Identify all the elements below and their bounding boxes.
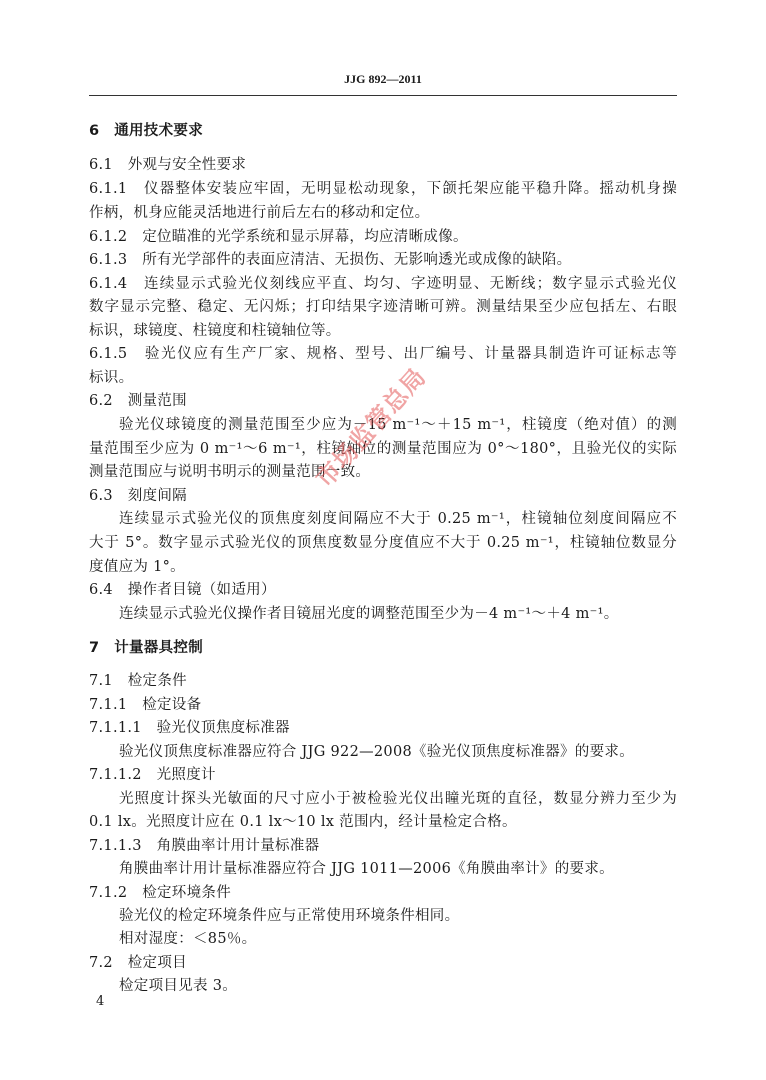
text-line: 连续显示式验光仪操作者目镜屈光度的调整范围至少为－4 m⁻¹～＋4 m⁻¹。 — [119, 606, 619, 622]
section-heading: 6 通用技术要求 — [89, 123, 203, 139]
text-line: 大于 5°。数字显示式验光仪的顶焦度数显分度值应不大于 0.25 m⁻¹，柱镜轴位数显分 — [89, 535, 677, 551]
text-line: 相对湿度：＜85％。 — [119, 931, 257, 947]
text-line: 标识。 — [89, 370, 134, 386]
text-line: 7.1.2 检定环境条件 — [89, 885, 231, 901]
text-line: 0.1 lx。光照度计应在 0.1 lx～10 lx 范围内，经计量检定合格。 — [89, 814, 517, 830]
text-line: 6.3 刻度间隔 — [89, 488, 187, 504]
text-line: 作柄，机身应能灵活地进行前后左右的移动和定位。 — [89, 205, 430, 221]
section-heading: 7 计量器具控制 — [89, 640, 203, 656]
text-line: 光照度计探头光敏面的尺寸应小于被检验光仪出瞳光斑的直径，数显分辨力至少为 — [119, 791, 677, 807]
text-line: 验光仪顶焦度标准器应符合 JJG 922—2008《验光仪顶焦度标准器》的要求。 — [119, 744, 635, 760]
text-line: 验光仪球镜度的测量范围至少应为－15 m⁻¹～＋15 m⁻¹，柱镜度（绝对值）的测 — [119, 417, 677, 433]
text-line: 6.1.1 仪器整体安装应牢固，无明显松动现象，下颌托架应能平稳升降。摇动机身操 — [89, 181, 677, 197]
text-line: 7.1.1.1 验光仪顶焦度标准器 — [89, 720, 290, 736]
text-line: 角膜曲率计用计量标准器应符合 JJG 1011—2006《角膜曲率计》的要求。 — [119, 861, 614, 877]
text-line: 6.2 测量范围 — [89, 393, 187, 409]
watermark: 市场监管总局 — [310, 362, 432, 493]
text-line: 验光仪的检定环境条件应与正常使用环境条件相同。 — [119, 908, 460, 924]
text-line: 7.1.1.2 光照度计 — [89, 767, 216, 783]
text-line: 6.1.4 连续显示式验光仪刻线应平直、均匀、字迹明显、无断线；数字显示式验光仪 — [89, 276, 677, 292]
text-line: 6.1.5 验光仪应有生产厂家、规格、型号、出厂编号、计量器具制造许可证标志等 — [89, 346, 677, 362]
text-line: 7.1.1.3 角膜曲率计用计量标准器 — [89, 838, 320, 854]
text-line: 标识，球镜度、柱镜度和柱镜轴位等。 — [89, 323, 341, 339]
text-line: 7.2 检定项目 — [89, 955, 187, 971]
text-line: 7.1.1 检定设备 — [89, 697, 202, 713]
text-line: 检定项目见表 3。 — [119, 978, 238, 994]
text-line: 量范围至少应为 0 m⁻¹～6 m⁻¹，柱镜轴位的测量范围应为 0°～180°，且验光仪的实际 — [89, 441, 677, 457]
text-line: 6.1 外观与安全性要求 — [89, 157, 247, 173]
text-line: 连续显示式验光仪的顶焦度刻度间隔应不大于 0.25 m⁻¹，柱镜轴位刻度间隔应不 — [119, 511, 677, 527]
standard-code-header: JJG 892—2011 — [344, 72, 422, 86]
text-line: 7.1 检定条件 — [89, 673, 187, 689]
text-line: 6.1.3 所有光学部件的表面应清洁、无损伤、无影响透光或成像的缺陷。 — [89, 252, 572, 268]
text-line: 测量范围应与说明书明示的测量范围一致。 — [89, 464, 371, 480]
text-line: 数字显示完整、稳定、无闪烁；打印结果字迹清晰可辨。测量结果至少应包括左、右眼 — [89, 299, 677, 315]
text-line: 度值应为 1°。 — [89, 559, 185, 575]
page-number: 4 — [96, 994, 105, 1009]
text-line: 6.4 操作者目镜（如适用） — [89, 582, 276, 598]
text-line: 6.1.2 定位瞄准的光学系统和显示屏幕，均应清晰成像。 — [89, 229, 468, 245]
